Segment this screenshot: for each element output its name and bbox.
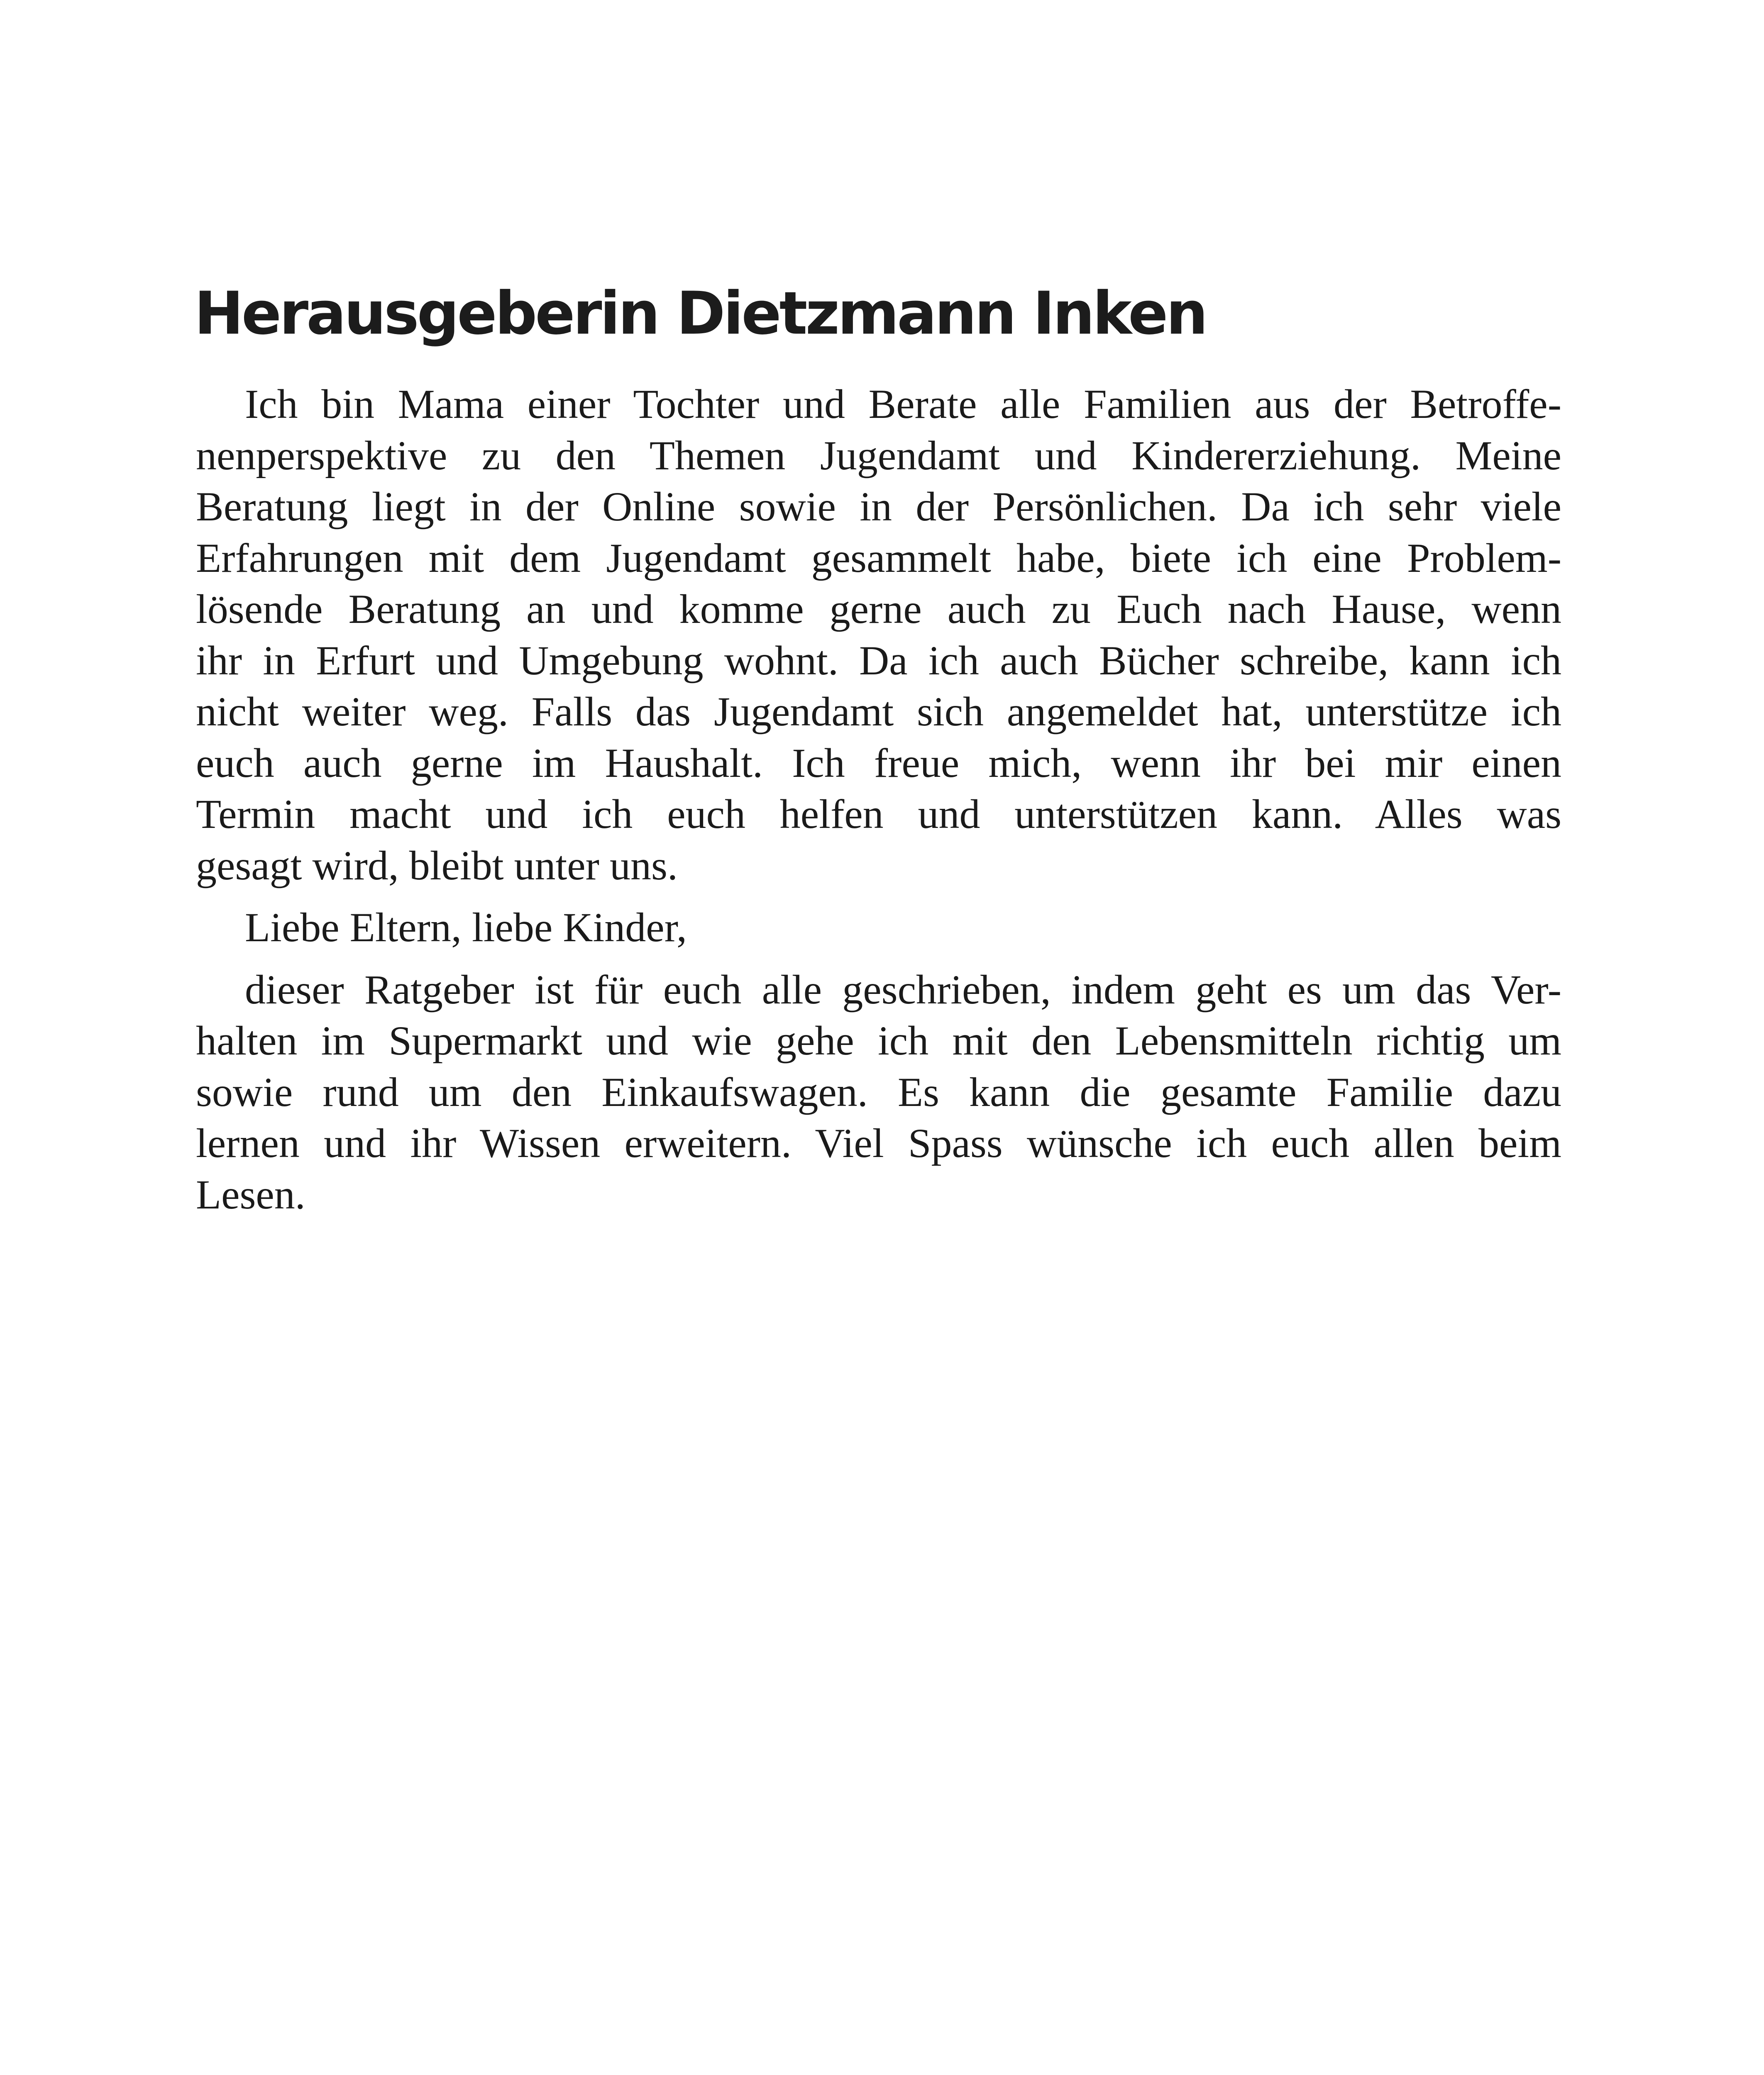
- text-line: Ich bin Mama einer Tochter und Berate alle Familien aus der Betroffe-: [245, 381, 1561, 427]
- text-line: Erfahrungen mit dem Jugendamt gesammelt habe, biete ich eine Problem-: [196, 535, 1561, 581]
- text-line: halten im Supermarkt und wie gehe ich mit den Lebensmitteln richtig um: [196, 1018, 1561, 1064]
- text-line: Beratung liegt in der Online sowie in der Persönlichen. Da ich sehr viele: [196, 483, 1561, 530]
- text-line: gesagt wird, bleibt unter uns.: [196, 842, 678, 889]
- text-line: sowie rund um den Einkaufswagen. Es kann die gesamte Familie dazu: [196, 1069, 1561, 1115]
- text-line: lernen und ihr Wissen erweitern. Viel Spass wünsche ich euch allen beim: [196, 1120, 1561, 1166]
- text-line: nenperspektive zu den Themen Jugendamt und Kindererziehung. Meine: [196, 432, 1561, 478]
- text-line: Lesen.: [196, 1171, 305, 1218]
- body-text: [196, 378, 1561, 1220]
- text-line: nicht weiter weg. Falls das Jugendamt sich angemeldet hat, unterstütze ich: [196, 688, 1561, 735]
- text-line: Liebe Eltern, liebe Kinder,: [245, 904, 687, 950]
- text-line: dieser Ratgeber ist für euch alle geschrieben, indem geht es um das Ver-: [245, 966, 1561, 1013]
- paragraph-3: [196, 964, 1561, 1221]
- text-line: Termin macht und ich euch helfen und unterstützen kann. Alles was: [196, 791, 1561, 837]
- page-heading: Herausgeberin Dietzmann Inken: [194, 279, 1206, 348]
- paragraph-1: [196, 378, 1561, 891]
- text-line: lösende Beratung an und komme gerne auch zu Euch nach Hause, wenn: [196, 586, 1561, 632]
- text-line: euch auch gerne im Haushalt. Ich freue mich, wenn ihr bei mir einen: [196, 740, 1561, 786]
- paragraph-2: [196, 902, 1561, 953]
- text-line: ihr in Erfurt und Umgebung wohnt. Da ich auch Bücher schreibe, kann ich: [196, 637, 1561, 684]
